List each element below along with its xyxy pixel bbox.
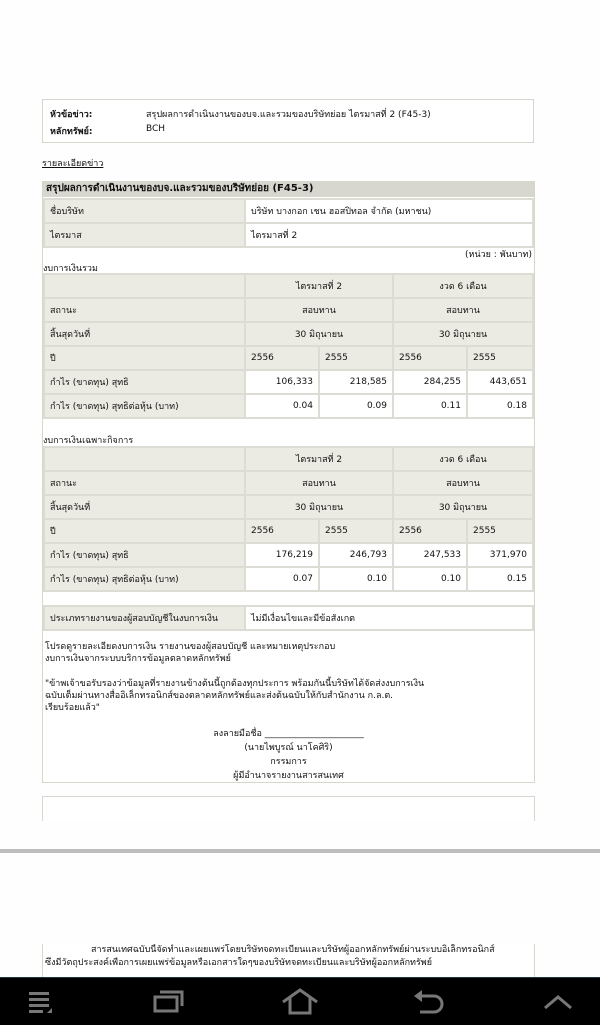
eps-cell: 0.11 <box>393 394 467 418</box>
year-cell: 2556 <box>245 346 319 370</box>
table-row <box>44 519 533 543</box>
news-header-box <box>42 99 534 143</box>
signer-name: (นายไพบูรณ์ นาโคศิริ) <box>244 743 333 753</box>
status-label: สถานะ <box>44 471 245 495</box>
table-row <box>44 495 533 519</box>
company-value: บริษัท บางกอก เชน ฮอสปิทอล จำกัด (มหาชน) <box>245 199 533 223</box>
separate-section-label: งบการเงินเฉพาะกิจการ <box>43 436 134 446</box>
security-label: หลักทรัพย์: <box>50 127 93 137</box>
net-profit-cell: 371,970 <box>467 543 533 567</box>
end-date-label: สิ้นสุดวันที่ <box>44 495 245 519</box>
year-cell: 2555 <box>319 346 393 370</box>
eps-cell: 0.04 <box>245 394 319 418</box>
eps-label: กำไร (ขาดทุน) สุทธิต่อหุ้น (บาท) <box>44 567 245 591</box>
auditor-label: ประเภทรายงานของผู้สอบบัญชีในงบการเงิน <box>44 606 245 630</box>
signer-position: กรรมการ <box>270 757 307 767</box>
year-cell: 2555 <box>467 346 533 370</box>
net-profit-cell: 246,793 <box>319 543 393 567</box>
table-row <box>44 274 533 298</box>
col-six-months: งวด 6 เดือน <box>393 274 533 298</box>
end-date-quarter: 30 มิถุนายน <box>245 495 393 519</box>
signature-block <box>43 727 534 783</box>
status-quarter: สอบทาน <box>245 298 393 322</box>
net-profit-cell: 176,219 <box>245 543 319 567</box>
year-cell: 2555 <box>319 519 393 543</box>
back-icon <box>412 986 448 1016</box>
subject-label: หัวข้อข่าว: <box>50 110 93 120</box>
subject-value: สรุปผลการดำเนินงานของบจ.และรวมของบริษัทย่อย ไตรมาสที่ 2 (F45-3) <box>146 110 431 120</box>
end-date-quarter: 30 มิถุนายน <box>245 322 393 346</box>
table-row <box>44 370 533 394</box>
report-title: สรุปผลการดำเนินงานของบจ.และรวมของบริษัทย่อย (F45-3) <box>43 181 534 197</box>
menu-icon <box>25 988 55 1014</box>
year-cell: 2556 <box>393 346 467 370</box>
home-icon <box>280 986 320 1016</box>
android-nav-bar <box>0 977 600 1025</box>
notes-paragraph: โปรดดูรายละเอียดงบการเงิน รายงานของผู้สอบบัญชี และหมายเหตุประกอบ งบการเงินจากระบบบริการข้อมูลตลาดหลักทรัพย์ <box>45 642 336 664</box>
table-row <box>44 346 533 370</box>
status-label: สถานะ <box>44 298 245 322</box>
net-profit-cell: 284,255 <box>393 370 467 394</box>
company-label: ชื่อบริษัท <box>44 199 245 223</box>
col-six-months: งวด 6 เดือน <box>393 447 533 471</box>
col-quarter: ไตรมาสที่ 2 <box>245 274 393 298</box>
year-label: ปี <box>44 346 245 370</box>
status-six: สอบทาน <box>393 471 533 495</box>
recent-apps-icon <box>150 987 186 1015</box>
eps-cell: 0.10 <box>393 567 467 591</box>
eps-label: กำไร (ขาดทุน) สุทธิต่อหุ้น (บาท) <box>44 394 245 418</box>
back-button[interactable] <box>410 986 450 1016</box>
eps-cell: 0.15 <box>467 567 533 591</box>
news-detail-link[interactable]: รายละเอียดข่าว <box>42 159 104 169</box>
separate-table <box>43 446 534 592</box>
eps-cell: 0.18 <box>467 394 533 418</box>
net-profit-cell: 106,333 <box>245 370 319 394</box>
net-profit-label: กำไร (ขาดทุน) สุทธิ <box>44 543 245 567</box>
disclaimer-line: ซึ่งมีวัตถุประสงค์เพื่อการเผยแพร่ข้อมูลหรือเอกสารใดๆของบริษัทจดทะเบียนและบริษัทผู้ออกหลักทรัพย์ <box>45 958 433 968</box>
status-six: สอบทาน <box>393 298 533 322</box>
table-row <box>44 471 533 495</box>
table-row <box>44 199 533 223</box>
signer-authority: ผู้มีอำนาจรายงานสารสนเทศ <box>233 771 344 781</box>
company-info-table <box>43 198 534 248</box>
chevron-up-icon <box>543 991 573 1011</box>
quarter-value: ไตรมาสที่ 2 <box>245 223 533 247</box>
eps-cell: 0.10 <box>319 567 393 591</box>
table-row <box>44 567 533 591</box>
disclaimer-line: สารสนเทศฉบับนี้จัดทำและเผยแพร่โดยบริษัทจดทะเบียนและบริษัทผู้ออกหลักทรัพย์ผ่านระบบอิเล็กทรอนิกส์ <box>91 945 495 955</box>
net-profit-cell: 218,585 <box>319 370 393 394</box>
recent-apps-button[interactable] <box>148 986 188 1016</box>
home-button[interactable] <box>280 986 320 1016</box>
end-date-label: สิ้นสุดวันที่ <box>44 322 245 346</box>
report-box <box>42 181 535 783</box>
menu-button[interactable] <box>20 986 60 1016</box>
year-label: ปี <box>44 519 245 543</box>
table-row <box>44 223 533 247</box>
end-date-six: 30 มิถุนายน <box>393 322 533 346</box>
net-profit-cell: 247,533 <box>393 543 467 567</box>
year-cell: 2556 <box>245 519 319 543</box>
empty-box <box>42 796 535 821</box>
year-cell: 2555 <box>467 519 533 543</box>
end-date-six: 30 มิถุนายน <box>393 495 533 519</box>
quarter-label: ไตรมาส <box>44 223 245 247</box>
table-row <box>44 606 533 630</box>
table-row <box>44 322 533 346</box>
unit-label: (หน่วย : พันบาท) <box>465 250 532 260</box>
consolidated-section-label: งบการเงินรวม <box>43 264 98 274</box>
col-quarter: ไตรมาสที่ 2 <box>245 447 393 471</box>
auditor-value: ไม่มีเงื่อนไขและมีข้อสังเกต <box>245 606 533 630</box>
consolidated-table <box>43 273 534 419</box>
table-row <box>44 543 533 567</box>
eps-cell: 0.07 <box>245 567 319 591</box>
page-divider <box>0 849 600 853</box>
table-row <box>44 394 533 418</box>
auditor-report-table <box>43 605 534 631</box>
year-cell: 2556 <box>393 519 467 543</box>
eps-cell: 0.09 <box>319 394 393 418</box>
chevron-up-button[interactable] <box>538 986 578 1016</box>
security-value: BCH <box>146 124 166 134</box>
table-row <box>44 447 533 471</box>
certification-paragraph: "ข้าพเจ้าขอรับรองว่าข้อมูลที่รายงานข้างต้นนี้ถูกต้องทุกประการ พร้อมกันนี้บริษัทได้จัดส่งงบการเงิน ฉบับเต็มผ่านทางสื่ออิเล็กทรอนิกส์ของตลาดหลักทรัพย์และส่งต้นฉบับให้กับสำนักงาน ก.ล.ต. เรียบร้อยแล้ว" <box>45 679 425 713</box>
table-row <box>44 298 533 322</box>
status-quarter: สอบทาน <box>245 471 393 495</box>
net-profit-cell: 443,651 <box>467 370 533 394</box>
signature-line: ลงลายมือชื่อ ______________________ <box>213 729 364 739</box>
net-profit-label: กำไร (ขาดทุน) สุทธิ <box>44 370 245 394</box>
